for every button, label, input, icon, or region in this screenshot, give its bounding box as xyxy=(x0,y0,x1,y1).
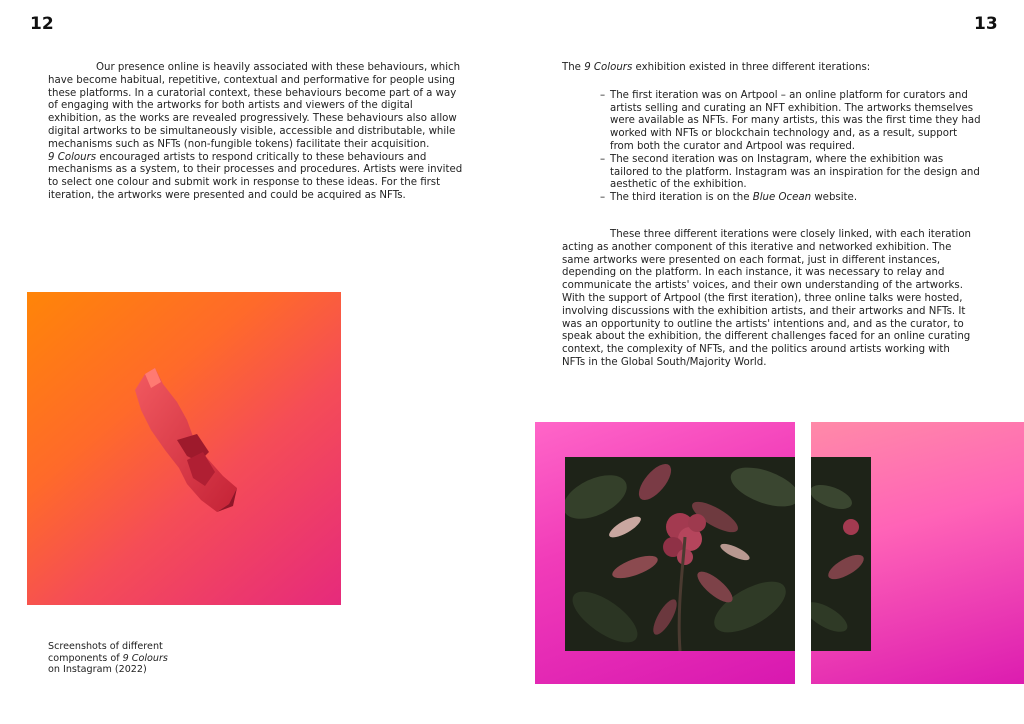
left-paragraph-1: Our presence online is heavily associated with these behaviours, which have become habitual, repetitive, contextual and performative for people using these platforms. In a curatorial context, these behaviours become part of a way of engaging with the artworks for both artists and viewers of the digital exhibition, as the works are revealed progressively. These behaviours also allow digital artworks to be simultaneously visible, accessible and distributable, while mechanisms such as NFTs (non-fungible tokens) facilitate their acquisition. xyxy=(48,62,461,150)
left-paragraph-2-text: encouraged artists to respond critically to these behaviours and mechanisms as a system, to their processes and procedures. Artists were invited to select one colour and submit work in response to these ideas. For the first iteration, the artworks were presented and could be acquired as NFTs. xyxy=(48,151,463,201)
intro-italic: 9 Colours xyxy=(584,62,633,73)
amaranth-plant-crop-illustration xyxy=(811,457,871,651)
list-item-3-after: website. xyxy=(811,192,858,204)
orange-artwork-screenshot xyxy=(27,292,341,605)
list-item: – The second iteration was on Instagram, where the exhibition was tailored to the platform. Instagram was an inspiration for the design and aesthetic of the exhibition. xyxy=(600,154,982,192)
intro-after: exhibition existed in three different iterations: xyxy=(632,62,871,73)
caption-after: on Instagram (2022) xyxy=(48,664,147,676)
plant-photo xyxy=(565,457,795,651)
caption-before: Screenshots of different components of xyxy=(48,641,163,664)
right-paragraph-2: These three different iterations were closely linked, with each iteration acting as another component of this iterative and networked exhibition. The same artworks were presented on each format, just in different instances, depending on the platform. In each instance, it was necessary to relay and communicate the artists' voices, and their own understanding of the artworks. With the support of Artpool (the first iteration), three online talks were hosted, involving discussions with the exhibition artists, and their artworks and NFTs. It was an opportunity to outline the artists' intentions and, and as the curator, to speak about the exhibition, the different challenges faced for an online curating context, the complexity of NFTs, and the politics around artists working with NFTs in the Global South/Majority World. xyxy=(562,229,972,368)
right-intro xyxy=(562,62,982,75)
pink-artwork-screenshot-left xyxy=(535,422,795,684)
left-body-text xyxy=(48,62,468,203)
plant-photo-crop xyxy=(811,457,871,651)
list-item-3-italic: Blue Ocean xyxy=(752,192,812,204)
list-item-3-before: The third iteration is on the xyxy=(610,192,753,204)
intro-before: The xyxy=(562,62,585,73)
page-number-left: 12 xyxy=(30,14,54,34)
image-caption xyxy=(48,641,178,676)
right-body-text xyxy=(562,62,982,205)
left-paragraph-2 xyxy=(48,152,468,203)
red-sculpture-illustration xyxy=(27,292,341,605)
caption-italic: 9 Colours xyxy=(122,652,168,664)
page-number-right: 13 xyxy=(974,14,998,34)
exhibition-title-italic: 9 Colours xyxy=(48,151,97,163)
pink-artwork-screenshot-right xyxy=(811,422,1024,684)
amaranth-plant-illustration xyxy=(565,457,795,651)
list-item: – The first iteration was on Artpool – an online platform for curators and artists selling and curating an NFT exhibition. The artworks themselves were available as NFTs. For many artists, this was the first time they had worked with NFTs or blockchain technology and, as a result, support from both the curator and Artpool was required. xyxy=(600,90,982,154)
right-paragraph-2-block xyxy=(562,229,974,370)
iterations-list xyxy=(600,90,982,205)
list-item xyxy=(600,192,982,205)
caption-text xyxy=(48,641,178,676)
